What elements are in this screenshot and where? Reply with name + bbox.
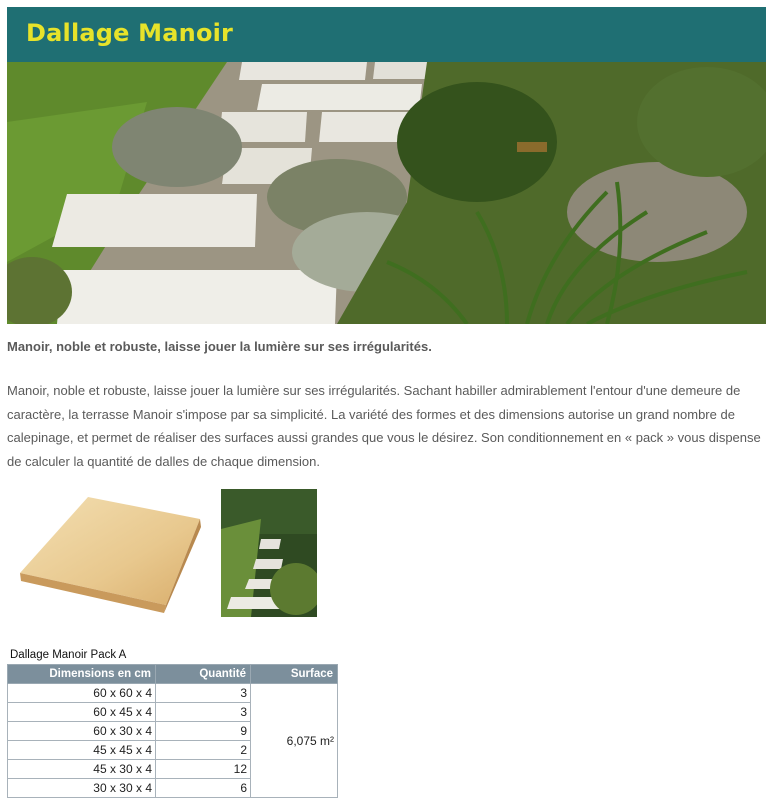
page-header bbox=[7, 7, 766, 62]
quantity-cell: 9 bbox=[156, 722, 251, 741]
page-title: Dallage Manoir bbox=[26, 19, 234, 47]
quantity-cell: 3 bbox=[156, 703, 251, 722]
header-surface: Surface bbox=[251, 665, 338, 684]
garden-path-thumbnail bbox=[221, 489, 317, 617]
lead-text: Manoir, noble et robuste, laisse jouer la lumière sur ses irrégularités. bbox=[7, 339, 432, 354]
dimension-cell: 60 x 30 x 4 bbox=[8, 722, 156, 741]
header-dimensions: Dimensions en cm bbox=[8, 665, 156, 684]
quantity-cell: 3 bbox=[156, 684, 251, 703]
header-quantity: Quantité bbox=[156, 665, 251, 684]
pack-table bbox=[7, 664, 338, 798]
table-caption: Dallage Manoir Pack A bbox=[10, 649, 127, 661]
dimension-cell: 60 x 45 x 4 bbox=[8, 703, 156, 722]
dimension-cell: 60 x 60 x 4 bbox=[8, 684, 156, 703]
description-paragraph: Manoir, noble et robuste, laisse jouer la lumière sur ses irrégularités. Sachant habiller admirablement l'entour d'une demeure de caractère, la terrasse Manoir s'impose par sa simplicité. La variété des formes et des dimensions autorise un grand nombre de calepinage, et permet de réaliser des surfaces aussi grandes que vous le désirez. Son conditionnement en « pack » vous dispense de calculer la quantité de dalles de chaque dimension. bbox=[7, 383, 761, 469]
quantity-cell: 6 bbox=[156, 779, 251, 798]
dimension-cell: 45 x 30 x 4 bbox=[8, 760, 156, 779]
hero-garden-path-image bbox=[7, 62, 766, 324]
dimension-cell: 45 x 45 x 4 bbox=[8, 741, 156, 760]
table-row bbox=[8, 684, 338, 703]
table-header-row bbox=[8, 665, 338, 684]
surface-cell: 6,075 m² bbox=[251, 684, 338, 798]
quantity-cell: 12 bbox=[156, 760, 251, 779]
quantity-cell: 2 bbox=[156, 741, 251, 760]
paving-slab-image bbox=[16, 489, 202, 615]
dimension-cell: 30 x 30 x 4 bbox=[8, 779, 156, 798]
